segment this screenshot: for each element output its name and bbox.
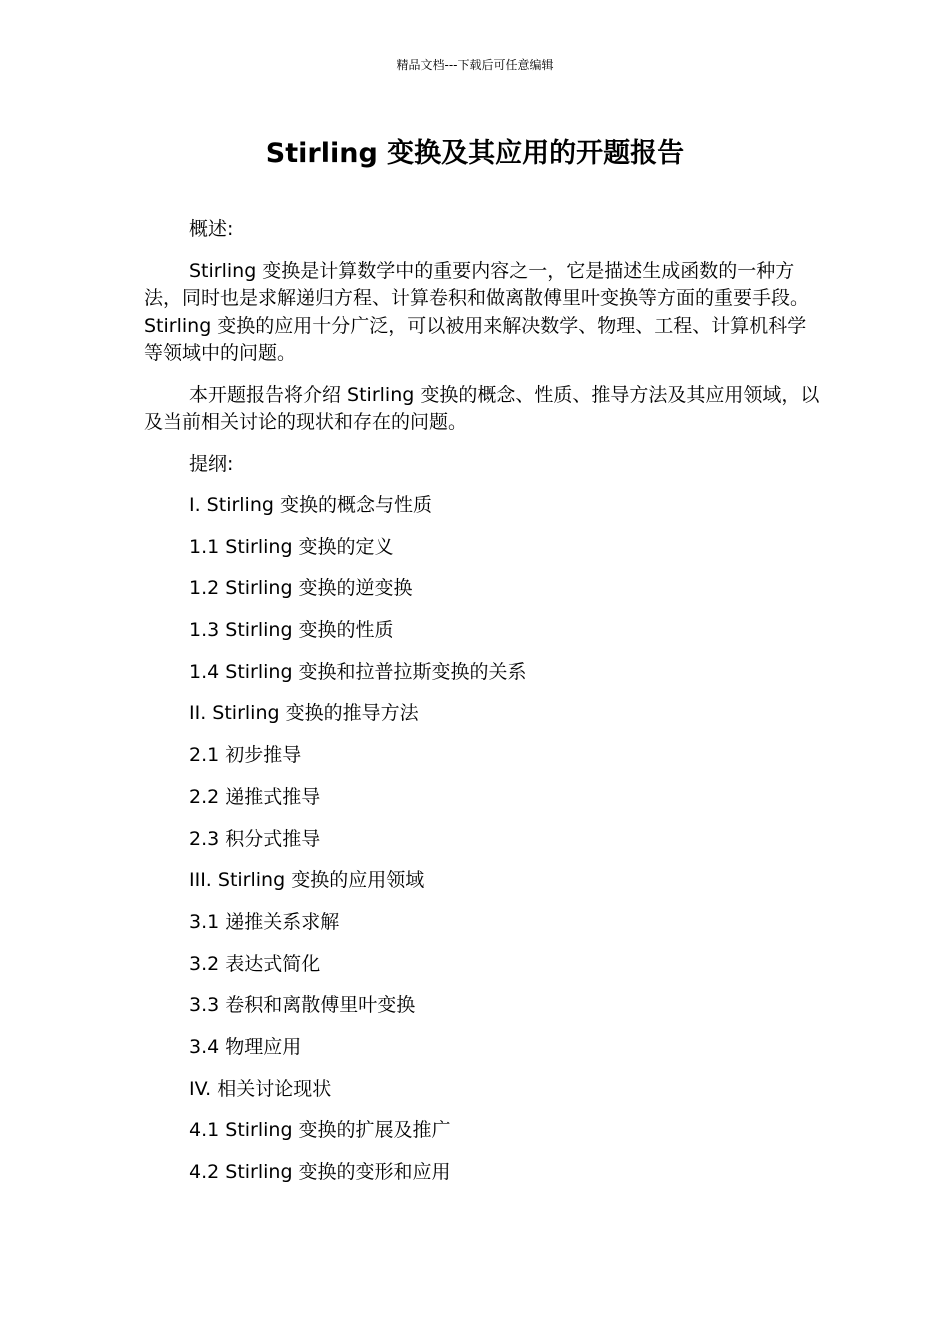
overview-heading: 概述: bbox=[189, 218, 234, 240]
outline-list bbox=[144, 492, 820, 1187]
overview-paragraph: Stirling 变换是计算数学中的重要内容之一，它是描述生成函数的一种方法，同时也是求解递归方程、计算卷积和做离散傅里叶变换等方面的重要手段。Stirling 变换的应用十分广泛，可以被用来解决数学、物理、工程、计算机科学等领域中的问题。 bbox=[144, 259, 810, 364]
outline-item: 4.2 Stirling 变换的变形和应用 bbox=[189, 1161, 451, 1183]
outline-heading: 提纲: bbox=[189, 452, 234, 475]
outline-item: 2.1 初步推导 bbox=[189, 744, 302, 767]
outline-item: 3.1 递推关系求解 bbox=[189, 910, 340, 933]
outline-item: III. Stirling 变换的应用领域 bbox=[189, 869, 425, 892]
overview-paragraph: 本开题报告将介绍 Stirling 变换的概念、性质、推导方法及其应用领域，以及当前相关讨论的现状和存在的问题。 bbox=[144, 383, 820, 433]
outline-item: 3.2 表达式简化 bbox=[189, 952, 321, 975]
outline-item: 2.3 积分式推导 bbox=[189, 827, 321, 850]
outline-item: II. Stirling 变换的推导方法 bbox=[189, 702, 419, 725]
outline-item: 3.3 卷积和离散傅里叶变换 bbox=[189, 994, 416, 1017]
outline-item: 3.4 物理应用 bbox=[189, 1035, 302, 1058]
outline-item: 2.2 递推式推导 bbox=[189, 785, 321, 808]
outline-item: 4.1 Stirling 变换的扩展及推广 bbox=[189, 1119, 451, 1142]
outline-item: 1.4 Stirling 变换和拉普拉斯变换的关系 bbox=[189, 660, 527, 683]
outline-item: 1.2 Stirling 变换的逆变换 bbox=[189, 577, 413, 600]
outline-item: I. Stirling 变换的概念与性质 bbox=[189, 494, 432, 516]
outline-item: IV. 相关讨论现状 bbox=[189, 1077, 332, 1100]
page-header: 精品文档---下载后可任意编辑 bbox=[396, 58, 554, 72]
outline-item: 1.1 Stirling 变换的定义 bbox=[189, 535, 394, 558]
outline-item: 1.3 Stirling 变换的性质 bbox=[189, 619, 394, 642]
document-title: Stirling 变换及其应用的开题报告 bbox=[265, 138, 685, 169]
document-body bbox=[144, 216, 820, 1201]
